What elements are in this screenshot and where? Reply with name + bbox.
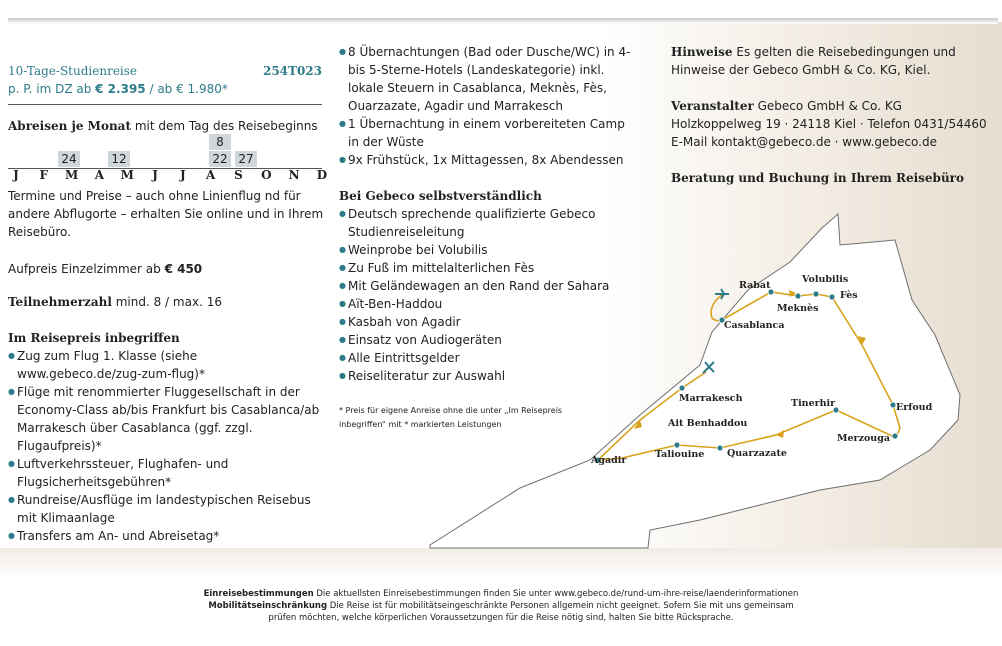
city-label: Meknès	[777, 303, 819, 314]
list-item: ● Einsatz von Audiogeräten	[339, 331, 629, 349]
list-item: ● 1 Übernachtung in einem vorbereiteten Camp in der Wüste	[339, 115, 639, 151]
city-label: Casablanca	[724, 320, 785, 331]
city-label: Tinerhir	[791, 398, 836, 409]
footer-text: Die Reise ist für mobilitätseingeschränkte Personen allgemein nicht geeignet. Sofern Sie mit uns gemeinsam	[327, 601, 794, 611]
price-alt: / ab € 1.980*	[145, 82, 228, 96]
date-october: 27	[235, 151, 257, 167]
city-label: Agadir	[591, 455, 627, 466]
city-label: Marrakesch	[679, 393, 743, 404]
city-dot	[892, 433, 898, 439]
city-label: Rabat	[739, 280, 771, 291]
participants	[8, 293, 328, 311]
month-label: M	[120, 168, 134, 182]
contact: E-Mail kontakt@gebeco.de · www.gebeco.de	[671, 135, 937, 149]
list-item: ● Flüge mit renommierter Fluggesellschaft in der Economy-Class ab/bis Frankfurt bis Casablanca/ab Marrakesch über Casablanca (ggf. zzgl. Flugaufpreis)*	[8, 383, 320, 455]
gebeco-list	[339, 205, 629, 385]
footer-label: Einreisebestimmungen	[203, 589, 314, 599]
gebeco-heading: Bei Gebeco selbstverständlich	[339, 189, 542, 203]
veranstalter	[671, 97, 991, 115]
footer-line: prüfen möchten, welche körperlichen Voraussetzungen für die Reise nötig sind, halten Sie bitte Rücksprache.	[268, 613, 734, 623]
price-main: € 2.395	[95, 82, 146, 96]
list-item: ● 9x Frühstück, 1x Mittagessen, 8x Abendessen	[339, 151, 639, 169]
list-item: ● Reiseliteratur zur Auswahl	[339, 367, 629, 385]
list-item: ● Rundreise/Ausflüge im landestypischen Reisebus mit Klimaanlage	[8, 491, 320, 527]
month-label: A	[94, 168, 105, 182]
month-label: O	[261, 168, 272, 182]
list-item: ● Alle Eintrittsgelder	[339, 349, 629, 367]
footer-line	[0, 600, 1002, 612]
month-label: J	[180, 168, 186, 182]
city-dot	[813, 291, 819, 297]
price-line	[8, 80, 328, 98]
divider	[8, 104, 322, 105]
list-item: ● Zu Fuß im mittelalterlichen Fès	[339, 259, 629, 277]
city-dot	[795, 293, 801, 299]
hinweise-label: Hinweise	[671, 45, 733, 59]
plane-icon	[715, 289, 729, 299]
middle-list-top	[339, 43, 639, 169]
city-label: Fès	[840, 290, 858, 301]
city-label: Ait Benhaddou	[668, 418, 748, 429]
month-label: S	[234, 168, 243, 182]
date-march: 24	[58, 151, 80, 167]
included-list	[8, 347, 320, 545]
supplement-value: € 450	[164, 262, 203, 276]
city-label: Merzouga	[837, 433, 891, 444]
veranstalter-label: Veranstalter	[671, 99, 754, 113]
month-label: M	[64, 168, 79, 182]
participants-value: mind. 8 / max. 16	[111, 295, 222, 309]
list-item: ● 8 Übernachtungen (Bad oder Dusche/WC) in 4- bis 5-Sterne-Hotels (Landeskategorie) inkl. lokale Steuern in Casablanca, Meknès, Fès, Ouarzazate, Agadir und Marrakesch	[339, 43, 639, 115]
price-footnote: * Preis für eigene Anreise ohne die unter „Im Reisepreis inbegriffen“ mit * markierten Leistungen	[339, 406, 563, 429]
departures-heading	[8, 117, 328, 135]
month-label: D	[316, 168, 328, 182]
hinweise	[671, 43, 991, 79]
month-row	[8, 168, 330, 182]
city-dot	[717, 445, 723, 451]
supplement-label: Aufpreis Einzelzimmer ab	[8, 262, 165, 276]
hinweise-text: Es gelten die Reisebedingungen und Hinweise der Gebeco GmbH & Co. KG, Kiel.	[671, 45, 956, 77]
city-label: Quarzazate	[727, 448, 787, 459]
city-label: Taliouine	[655, 449, 705, 460]
list-item: ● Aït-Ben-Haddou	[339, 295, 629, 313]
list-item: ● Transfers am An- und Abreisetag*	[8, 527, 320, 545]
list-item: ● Deutsch sprechende qualifizierte Gebeco Studienreiseleitung	[339, 205, 629, 241]
list-item: ● Mit Geländewagen an den Rand der Sahara	[339, 277, 629, 295]
departures-heading-label: Abreisen je Monat	[8, 119, 131, 133]
list-item: ● Weinprobe bei Volubilis	[339, 241, 629, 259]
footer	[0, 588, 1002, 624]
city-label: Volubilis	[802, 274, 849, 285]
city-dot	[679, 385, 685, 391]
footer-text: Die aktuellsten Einreisebestimmungen finden Sie unter www.gebeco.de/rund-um-ihre-reise/laenderinformationen	[313, 589, 799, 599]
month-label: A	[206, 168, 216, 182]
booking-note: Beratung und Buchung in Ihrem Reisebüro	[671, 171, 964, 185]
month-label: J	[152, 168, 158, 182]
included-heading: Im Reisepreis inbegriffen	[8, 331, 180, 345]
price-prefix: p. P. im DZ ab	[8, 82, 92, 96]
trip-title: 10-Tage-Studienreise	[8, 64, 138, 78]
single-supplement	[8, 260, 328, 278]
city-dot	[674, 442, 680, 448]
date-sep-top: 8	[209, 134, 231, 150]
address: Holzkoppelweg 19 · 24118 Kiel · Telefon 0431/54460	[671, 117, 987, 131]
month-label: N	[288, 168, 300, 182]
list-item: ● Kasbah von Agadir	[339, 313, 629, 331]
trip-code: 254T023	[262, 64, 322, 78]
veranstalter-name: Gebeco GmbH & Co. KG	[753, 99, 902, 113]
city-label: Erfoud	[896, 402, 933, 413]
month-label: J	[13, 168, 19, 182]
departures-note: Termine und Preise – auch ohne Linienflug nd für andere Abflugorte – erhalten Sie online und in Ihrem Reisebüro.	[8, 189, 324, 239]
date-september: 22	[209, 151, 231, 167]
participants-label: Teilnehmerzahl	[8, 295, 112, 309]
date-may: 12	[108, 151, 130, 167]
city-dot	[829, 294, 835, 300]
footer-line	[0, 588, 1002, 600]
list-item: ● Zug zum Flug 1. Klasse (siehe www.gebeco.de/zug-zum-flug)*	[8, 347, 320, 383]
departures-heading-rest: mit dem Tag des Reisebeginns	[131, 119, 318, 133]
footer-label: Mobilitätseinschränkung	[208, 601, 328, 611]
month-label: F	[39, 168, 49, 182]
list-item: ● Luftverkehrssteuer, Flughafen- und Flugsicherheitsgebühren*	[8, 455, 320, 491]
